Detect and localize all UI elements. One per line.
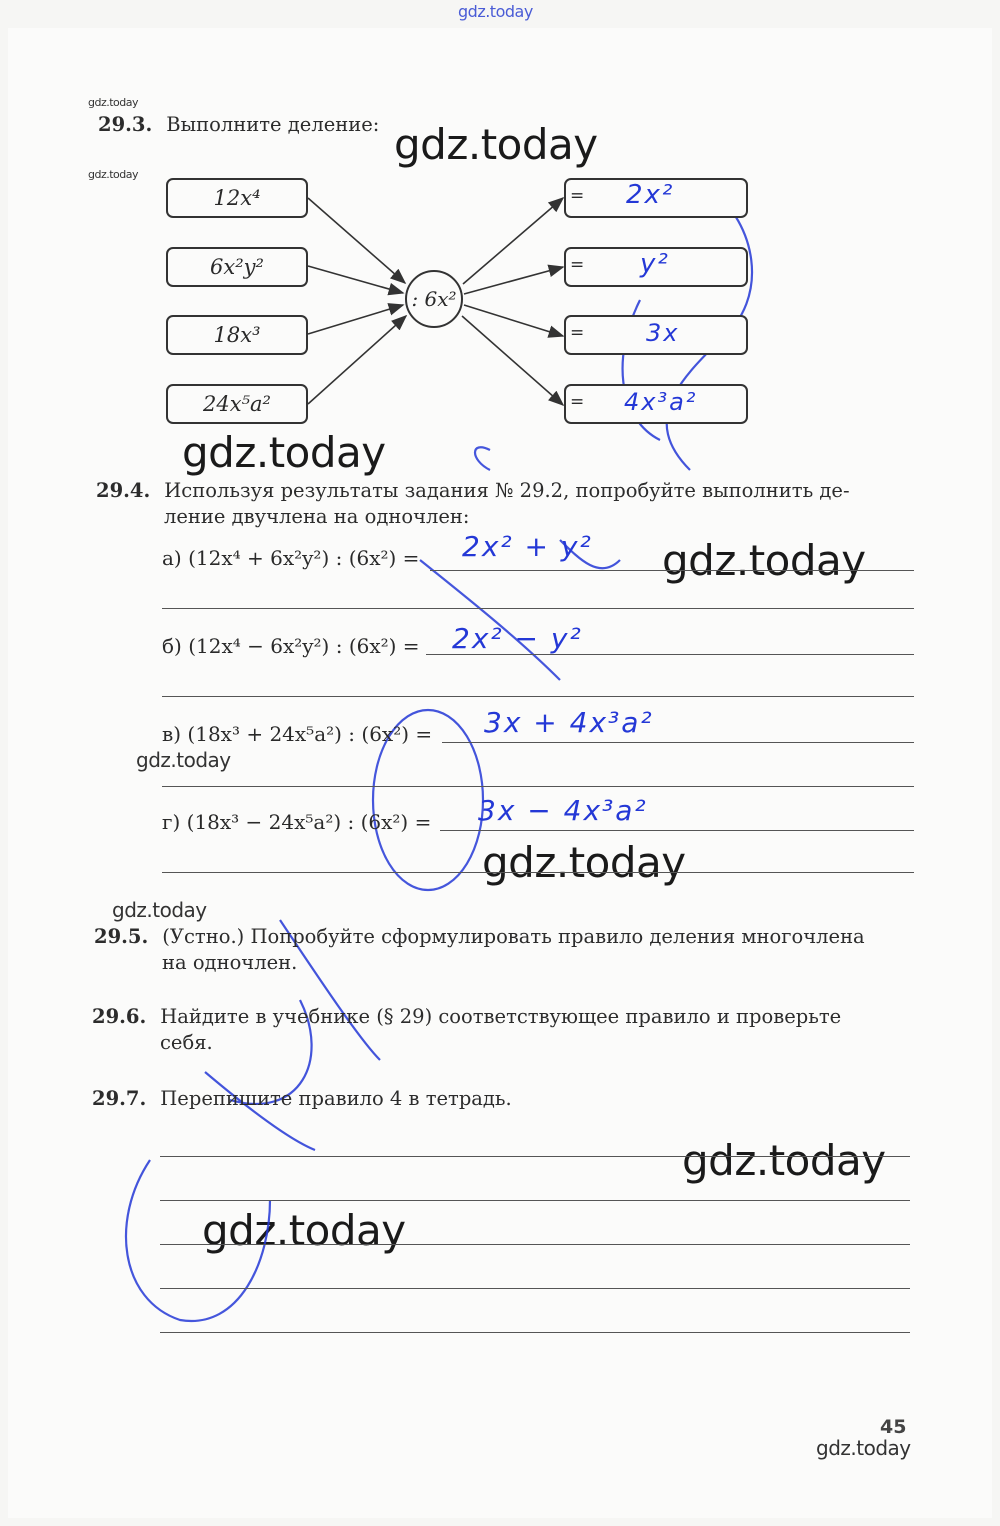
answer-line[interactable] [160,1156,910,1157]
expression-c: в) (18x³ + 24x⁵a²) : (6x²) = [162,722,433,746]
task-text: Выполните деление: [166,113,380,136]
watermark-large: gdz.today [682,1136,886,1185]
task-text-line1: (Устно.) Попробуйте сформулировать правило деления многочлена [162,925,865,948]
answer-line[interactable] [430,570,914,571]
divisor-circle: : 6x² [405,270,463,328]
result-box[interactable] [564,247,748,287]
watermark-small: gdz.today [88,96,139,109]
handwritten-answer: 3x − 4x³a² [478,794,648,827]
watermark-large: gdz.today [394,120,598,169]
watermark-large: gdz.today [182,428,386,477]
answer-line[interactable] [160,1200,910,1201]
answer-line[interactable] [162,696,914,697]
equals-sign: = [570,392,585,412]
watermark-large: gdz.today [662,536,866,585]
answer-line[interactable] [162,872,914,873]
watermark-top: gdz.today [458,2,533,21]
task-text-line2: ление двучлена на одночлен: [164,505,470,528]
handwritten-answer: y² [640,249,670,279]
expression-d: г) (18x³ − 24x⁵a²) : (6x²) = [162,810,432,834]
page-number: 45 [880,1416,907,1438]
dividend-box: 6x²y² [166,247,308,287]
task-29-5 [94,924,924,976]
task-text-line1: Найдите в учебнике (§ 29) соответствующее правило и проверьте [160,1005,842,1028]
result-box[interactable] [564,384,748,424]
watermark-small: gdz.today [112,898,207,922]
equals-sign: = [570,323,585,343]
task-number: 29.4. [96,479,151,502]
expression-b: б) (12x⁴ − 6x²y²) : (6x²) = [162,634,420,658]
task-text-line1: Используя результаты задания № 29.2, попробуйте выполнить де- [164,479,850,502]
result-box[interactable] [564,178,748,218]
equals-sign: = [570,186,585,206]
task-number: 29.7. [92,1087,147,1110]
equals-sign: = [570,255,585,275]
watermark-small: gdz.today [88,168,139,181]
watermark-small: gdz.today [816,1436,911,1460]
handwritten-answer: 2x² + y² [462,530,593,563]
answer-line[interactable] [160,1244,910,1245]
task-text: Перепишите правило 4 в тетрадь. [160,1087,512,1110]
task-29-3-heading [98,112,379,138]
task-number: 29.5. [94,925,149,948]
dividend-box: 24x⁵a² [166,384,308,424]
handwritten-answer: 2x² [626,180,675,210]
expression-a: а) (12x⁴ + 6x²y²) : (6x²) = [162,546,420,570]
answer-line[interactable] [160,1288,910,1289]
watermark-small: gdz.today [136,748,231,772]
task-29-6 [92,1004,922,1056]
handwritten-answer: 3x [646,319,680,347]
answer-line[interactable] [440,830,914,831]
result-box[interactable] [564,315,748,355]
handwritten-answer: 4x³a² [624,388,698,416]
arrow-in-3 [308,305,403,334]
handwritten-answer: 3x + 4x³a² [484,706,654,739]
handwritten-answer: 2x² − y² [452,622,583,655]
task-text-line2: на одночлен. [162,951,298,974]
task-29-4-heading [96,478,916,530]
task-number: 29.3. [98,113,153,136]
arrow-in-2 [308,266,403,293]
watermark-large: gdz.today [482,838,686,887]
dividend-box: 18x³ [166,315,308,355]
answer-line[interactable] [160,1332,910,1333]
answer-line[interactable] [442,742,914,743]
task-number: 29.6. [92,1005,147,1028]
task-29-7 [92,1086,512,1112]
watermark-large: gdz.today [202,1206,406,1255]
task-text-line2: себя. [160,1031,213,1054]
arrow-out-4 [462,316,563,405]
answer-line[interactable] [162,786,914,787]
dividend-box: 12x⁴ [166,178,308,218]
answer-line[interactable] [162,608,914,609]
